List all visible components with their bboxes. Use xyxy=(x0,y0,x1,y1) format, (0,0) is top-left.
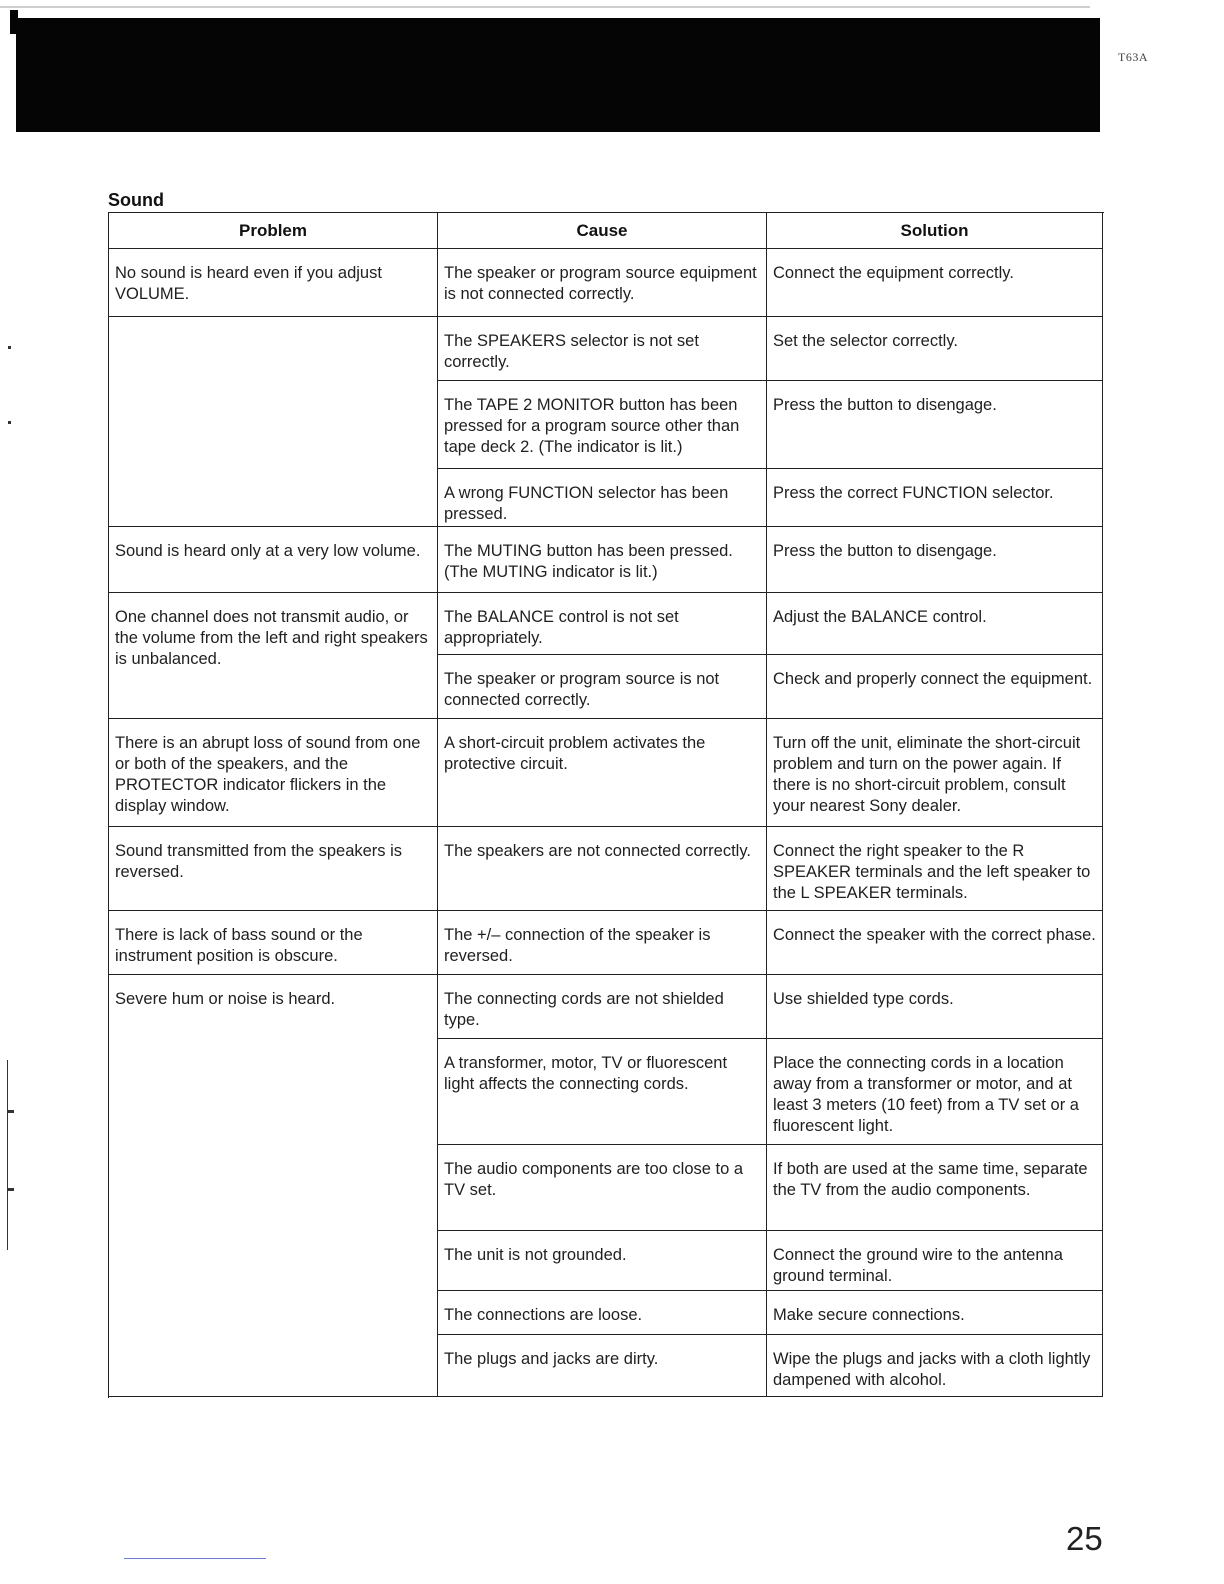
solution-cell: Make secure connections. xyxy=(767,1291,1103,1335)
problem-cell: There is lack of bass sound or the instrument position is obscure. xyxy=(109,911,438,975)
document-code: T63A xyxy=(1118,50,1148,64)
solution-cell: Press the correct FUNCTION selector. xyxy=(767,469,1103,527)
margin-tick xyxy=(8,1188,14,1191)
section-title: Sound xyxy=(108,190,164,210)
solution-cell: If both are used at the same time, separate the TV from the audio components. xyxy=(767,1145,1103,1231)
cause-cell: The audio components are too close to a TV set. xyxy=(438,1145,767,1231)
solution-cell: Set the selector correctly. xyxy=(767,317,1103,381)
cause-cell: The plugs and jacks are dirty. xyxy=(438,1335,767,1397)
margin-dot xyxy=(8,346,11,349)
cause-cell: The connecting cords are not shielded type. xyxy=(438,975,767,1039)
header-solution: Solution xyxy=(767,213,1103,249)
solution-cell: Turn off the unit, eliminate the short-circuit problem and turn on the power again. If there is no short-circuit problem, consult your nearest Sony dealer. xyxy=(767,719,1103,827)
problem-cell: Sound is heard only at a very low volume. xyxy=(109,527,438,593)
cause-cell: The speaker or program source equipment is not connected correctly. xyxy=(438,249,767,317)
header-bar xyxy=(16,18,1100,132)
cause-cell: The +/– connection of the speaker is reversed. xyxy=(438,911,767,975)
cause-cell: The speaker or program source is not connected correctly. xyxy=(438,655,767,719)
solution-cell: Wipe the plugs and jacks with a cloth lightly dampened with alcohol. xyxy=(767,1335,1103,1397)
solution-cell: Connect the ground wire to the antenna ground terminal. xyxy=(767,1231,1103,1291)
problem-cell: One channel does not transmit audio, or the volume from the left and right speakers is unbalanced. xyxy=(109,593,438,719)
solution-cell: Connect the equipment correctly. xyxy=(767,249,1103,317)
cause-cell: The BALANCE control is not set appropriately. xyxy=(438,593,767,655)
cause-cell: The SPEAKERS selector is not set correctly. xyxy=(438,317,767,381)
solution-cell: Check and properly connect the equipment. xyxy=(767,655,1103,719)
margin-tick xyxy=(8,1110,14,1113)
problem-cell: No sound is heard even if you adjust VOLUME. xyxy=(109,249,438,317)
problem-cell-empty xyxy=(109,317,438,527)
cause-cell: The unit is not grounded. xyxy=(438,1231,767,1291)
cause-cell: The speakers are not connected correctly. xyxy=(438,827,767,911)
cause-cell: The TAPE 2 MONITOR button has been pressed for a program source other than tape deck 2. (The indicator is lit.) xyxy=(438,381,767,469)
header-problem: Problem xyxy=(109,213,438,249)
margin-rule xyxy=(7,1060,8,1250)
solution-cell: Press the button to disengage. xyxy=(767,527,1103,593)
cause-cell: A wrong FUNCTION selector has been pressed. xyxy=(438,469,767,527)
footer-rule xyxy=(124,1558,266,1559)
troubleshooting-table xyxy=(108,212,1104,1398)
header-cause: Cause xyxy=(438,213,767,249)
cause-cell: The MUTING button has been pressed. (The MUTING indicator is lit.) xyxy=(438,527,767,593)
solution-cell: Use shielded type cords. xyxy=(767,975,1103,1039)
solution-cell: Press the button to disengage. xyxy=(767,381,1103,469)
cause-cell: The connections are loose. xyxy=(438,1291,767,1335)
top-rule xyxy=(0,6,1090,8)
solution-cell: Adjust the BALANCE control. xyxy=(767,593,1103,655)
solution-cell: Connect the right speaker to the R SPEAKER terminals and the left speaker to the L SPEAKER terminals. xyxy=(767,827,1103,911)
margin-dot xyxy=(8,421,11,424)
solution-cell: Connect the speaker with the correct phase. xyxy=(767,911,1103,975)
problem-cell: There is an abrupt loss of sound from one or both of the speakers, and the PROTECTOR indicator flickers in the display window. xyxy=(109,719,438,827)
cause-cell: A short-circuit problem activates the protective circuit. xyxy=(438,719,767,827)
cause-cell: A transformer, motor, TV or fluorescent light affects the connecting cords. xyxy=(438,1039,767,1145)
solution-cell: Place the connecting cords in a location away from a transformer or motor, and at least 3 meters (10 feet) from a TV set or a fluorescent light. xyxy=(767,1039,1103,1145)
problem-cell: Severe hum or noise is heard. xyxy=(109,975,438,1397)
problem-cell: Sound transmitted from the speakers is reversed. xyxy=(109,827,438,911)
page-number: 25 xyxy=(1066,1520,1103,1557)
